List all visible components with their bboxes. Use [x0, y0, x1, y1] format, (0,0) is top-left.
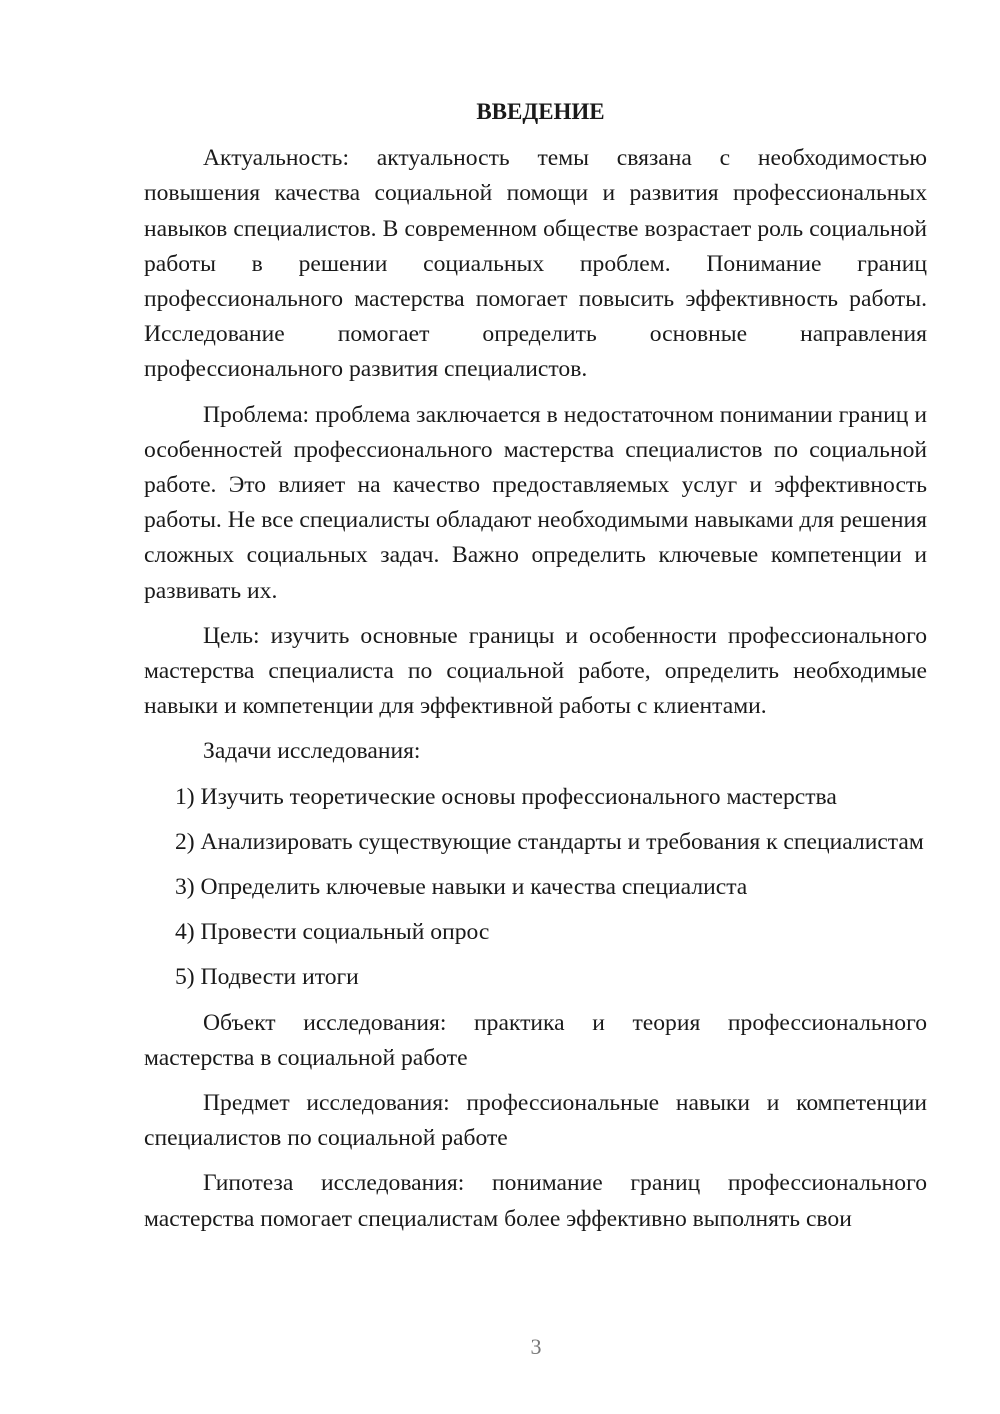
page-content [144, 94, 927, 1247]
list-item: 1) Изучить теоретические основы профессионального мастерства [175, 783, 837, 810]
list-item: 3) Определить ключевые навыки и качества специалиста [175, 874, 748, 901]
paragraph-object: Объект исследования: практика и теория профессионального мастерства в социальной работе [144, 1009, 927, 1071]
paragraph-goal: Цель: изучить основные границы и особенности профессионального мастерства специалиста по социальной работе, определить необходимые навыки и компетенции для эффективной работы с клиентами. [144, 622, 927, 720]
paragraph-problem: Проблема: проблема заключается в недостаточном понимании границ и особенностей профессионального мастерства специалистов по социальной работе. Это влияет на качество предоставляемых услуг и эффективность работы. Не все специалисты обладают необходимыми навыками для решения сложных социальных задач. Важно определить ключевые компетенции и развивать их. [144, 401, 927, 604]
list-item: 5) Подвести итоги [175, 964, 359, 991]
paragraph-subject: Предмет исследования: профессиональные навыки и компетенции специалистов по социальной работе [144, 1090, 927, 1152]
page-number: 3 [530, 1334, 542, 1359]
paragraph-hypothesis: Гипотеза исследования: понимание границ профессионального мастерства помогает специалистам более эффективно выполнять свои [144, 1170, 927, 1232]
list-item: 4) Провести социальный опрос [175, 919, 490, 946]
section-title: ВВЕДЕНИЕ [476, 99, 605, 124]
list-item: 2) Анализировать существующие стандарты и требования к специалистам [175, 828, 924, 855]
paragraph-relevance: Актуальность: актуальность темы связана с необходимостью повышения качества социальной помощи и развития профессиональных навыков специалистов. В современном обществе возрастает роль социальной работы в решении социальных проблем. Понимание границ профессионального мастерства помогает повысить эффективность работы. Исследование помогает определить основные направления профессионального развития специалистов. [144, 145, 927, 383]
paragraph-tasks-heading: Задачи исследования: [203, 738, 421, 765]
